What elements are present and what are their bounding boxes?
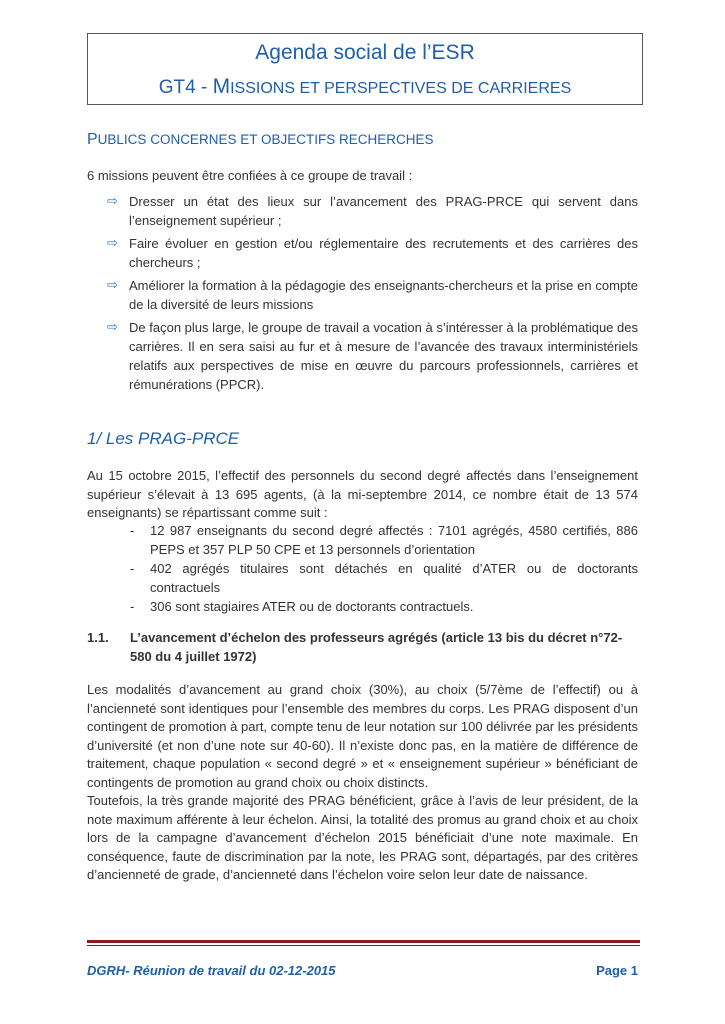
section-heading-publics xyxy=(87,131,433,149)
toutefois-paragraph: Toutefois, la très grande majorité des PRAG bénéficient, grâce à l’avis de leur président, de la note maximum afférente à leur échelon. Ainsi, la totalité des promus au grand choix et au choix lors de la campagne d’avancement d’échelon 2015 bénéficiait d’une note maximale. En conséquence, faute de discrimination par la note, les PRAG sont, départagés, par des critères d’ancienneté de grade, d’ancienneté dans l’échelon voire selon leur date de naissance. xyxy=(87,793,638,882)
mission-text: Améliorer la formation à la pédagogie des enseignants-chercheurs et la prise en compte de la diversité de leurs missions xyxy=(129,278,638,312)
document-title: Agenda social de l’ESR xyxy=(255,41,475,64)
arrow-right-outline-icon: ⇨ xyxy=(107,320,118,335)
dash-bullet: - xyxy=(130,599,135,614)
page-number: Page 1 xyxy=(596,963,638,978)
list-item xyxy=(130,598,638,617)
breakdown-list xyxy=(130,522,638,618)
mission-text: Dresser un état des lieux sur l’avancement des PRAG-PRCE qui servent dans l’enseignement supérieur ; xyxy=(129,194,638,228)
mission-text: De façon plus large, le groupe de travail a vocation à s’intéresser à la problématique des carrières. Il en sera saisi au fur et à mesure de l’avancée des travaux interministériels relatifs aux perspectives de mise en œuvre du parcours professionnels, carrières et rémunérations (PPCR). xyxy=(129,320,638,392)
breakdown-text: 402 agrégés titulaires sont détachés en qualité d’ATER ou de doctorants contractuels xyxy=(150,561,638,595)
effectif-paragraph: Au 15 octobre 2015, l’effectif des personnels du second degré affectés dans l’enseignement supérieur s’élevait à 13 695 agents, (à la mi-septembre 2014, ce nombre était de 13 574 enseignants) se répartissant comme suit : xyxy=(87,468,638,520)
arrow-right-outline-icon: ⇨ xyxy=(107,236,118,251)
subsection-number: 1.1. xyxy=(87,630,109,645)
missions-list xyxy=(107,192,638,398)
section-heading-prag-prce: 1/ Les PRAG-PRCE xyxy=(87,429,240,448)
list-item xyxy=(107,192,638,230)
list-item xyxy=(130,522,638,559)
list-item xyxy=(130,560,638,597)
section-heading-initial: P xyxy=(87,131,98,148)
dash-bullet: - xyxy=(130,561,135,576)
modalites-paragraph: Les modalités d’avancement au grand choix (30%), au choix (5/7ème de l’effectif) ou à l’ancienneté sont identiques pour l’ensemble des membres du corps. Les PRAG disposent d’un contingent de promotion à part, compte tenu de leur notation sur 100 délivrée par les présidents d’université (et non d’une note sur 40-60). Il n’existe donc pas, en la matière de différence de traitement, chaque population « second degré » et « enseignement supérieur » bénéficiant de contingents de promotion au grand choix ou choix distincts. xyxy=(87,682,638,790)
subsection-heading xyxy=(87,628,638,666)
document-subtitle xyxy=(88,74,642,102)
breakdown-text: 12 987 enseignants du second degré affectés : 7101 agrégés, 4580 certifiés, 886 PEPS et 357 PLP 50 CPE et 13 personnels d’orientation xyxy=(150,523,638,557)
arrow-right-outline-icon: ⇨ xyxy=(107,278,118,293)
subtitle-prefix: GT4 - xyxy=(158,77,213,98)
section-heading-rest: UBLICS CONCERNES ET OBJECTIFS RECHERCHES xyxy=(97,132,434,147)
list-item xyxy=(107,318,638,394)
list-item xyxy=(107,234,638,272)
subsection-title: L’avancement d’échelon des professeurs agrégés (article 13 bis du décret n°72-580 du 4 juillet 1972) xyxy=(130,630,623,664)
footer-meeting-label: DGRH- Réunion de travail du 02-12-2015 xyxy=(87,963,336,978)
intro-text: 6 missions peuvent être confiées à ce groupe de travail : xyxy=(87,168,413,183)
subtitle-initial: M xyxy=(212,75,231,98)
arrow-right-outline-icon: ⇨ xyxy=(107,194,118,209)
footer-rule-thin xyxy=(87,945,640,946)
footer-rule-thick xyxy=(87,940,640,943)
subtitle-rest: ISSIONS ET PERSPECTIVES DE CARRIERES xyxy=(230,80,572,97)
dash-bullet: - xyxy=(130,523,135,538)
document-title-box xyxy=(87,33,643,105)
mission-text: Faire évoluer en gestion et/ou réglementaire des recrutements et des carrières des chercheurs ; xyxy=(129,236,638,270)
breakdown-text: 306 sont stagiaires ATER ou de doctorants contractuels. xyxy=(150,599,474,614)
list-item xyxy=(107,276,638,314)
